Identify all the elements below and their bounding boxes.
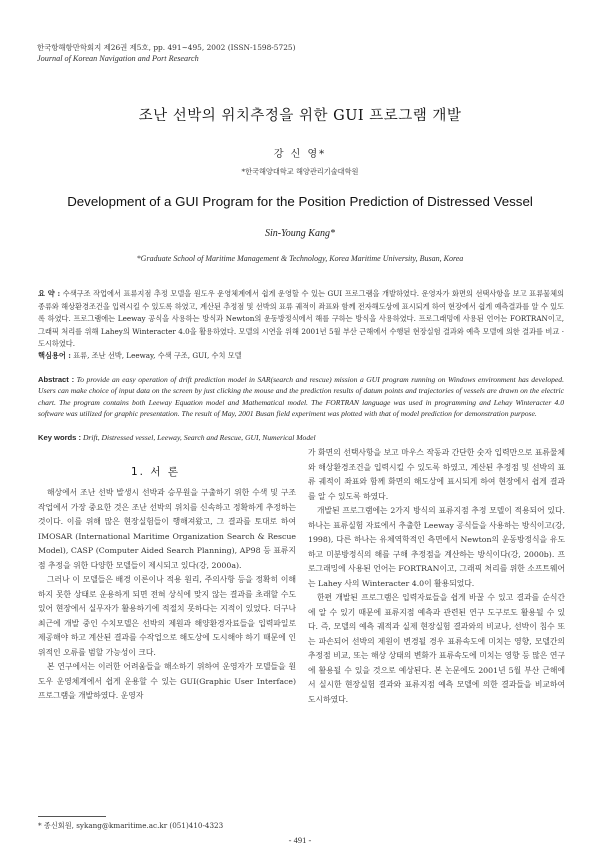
english-abstract [38, 374, 564, 419]
korean-abstract [38, 288, 564, 351]
page-number: - 491 - [288, 835, 312, 845]
journal-name: Journal of Korean Navigation and Port Research [37, 54, 199, 63]
english-keywords-label: Key words : [38, 433, 82, 442]
korean-keywords-text: 표류, 조난 선박, Leeway, 수색 구조, GUI, 수치 모델 [70, 351, 242, 360]
footnote-rule [38, 816, 106, 817]
body-paragraph: 한편 개발된 프로그램은 입력자료들을 쉽게 바꿀 수 있고 결과를 순식간에 알 수 있기 때문에 표류지점 예측과 관련된 연구 도구로도 활용될 수 있다. 즉, 모델의 예측 궤적과 실제 현장실험 결과와의 비교나, 선박이 침수 또는 파손되어 선박의 제원이 변경될 경우 표류속도에 미치는 영향, 모델간의 추정점 비교, 또는 해상 상태의 변화가 표류속도에 미치는 영향 등 많은 연구에 활용될 수 있을 것으로 예상된다. 본 논문에도 2001년 5월 부산 근해에서 실시한 현장실험 결과와 표류지점 예측 모델에 의한 결과들을 비교하여 도시하였다. [308, 593, 565, 704]
english-keywords [38, 432, 564, 443]
body-paragraph: 본 연구에서는 이러한 어려움들을 해소하기 위하여 운영자가 모델들을 원도우 운영체계에서 쉽게 운용할 수 있는 GUI(Graphic User Interface) 프로그램을 개발하였다. 운영자 [38, 662, 296, 700]
korean-abstract-text: 수색구조 작업에서 표류지점 추정 모델을 원도우 운영체계에서 쉽게 운영할 수 있는 GUI 프로그램을 개발하였다. 운영자가 화면의 선택사항을 보고 표류물체의 종류와 해상환경조건을 입력시킬 수 있도록 하였고, 계산된 추정점 및 선박의 표류 궤적이 좌표와 함께 전자해도상에 표시되게 하여 현장에서 쉽게 예측결과를 알 수 있도록 하였다. 프로그램에는 Leeway 공식을 사용하는 방식과 Newton의 운동방정식에서 해를 구하는 방식을 사용하였다. 프로그래밍에 사용된 언어는 FORTRAN이고, 그래픽 처리를 위해 Lahey의 Winteracter 4.0을 활용하였다. 모델의 시연을 위해 2001년 5월 부산 근해에서 수행된 현장실험 결과와 예측 모델에 의한 결과를 비교 · 도시하였다. [38, 289, 564, 349]
body-paragraph: 가 화면의 선택사항을 보고 마우스 작동과 간단한 숫자 입력만으로 표류물체와 해상환경조건을 입력시킬 수 있도록 하였고, 계산된 추정점 및 선박의 표류 궤적이 좌표와 함께 화면의 해도상에 표시되게 하여 현장에서 쉽게 결과를 알 수 있도록 하였다. [308, 448, 565, 501]
body-paragraph: 개발된 프로그램에는 2가지 방식의 표류지점 추정 모델이 적용되어 있다. 하나는 표류실험 자료에서 추출한 Leeway 공식들을 사용하는 방식이고(강, 1998), 다른 하나는 유체역학적인 측면에서 Newton의 운동방정식을 유도하고 미분방정식의 해를 구해 추정점을 계산하는 방식이다(강, 2000b). 프로그래밍에 사용된 언어는 FORTRAN이고, 그래픽 처리를 위한 소프트웨어는 Lahey 사의 Winteracter 4.0이 활용되었다. [308, 506, 565, 588]
body-paragraph: 해상에서 조난 선박 발생시 선박과 승무원을 구출하기 위한 수색 및 구조 작업에서 가장 중요한 것은 조난 선박의 위치를 신속하고 정확하게 추정하는 것이다. 이를 위해 많은 현장실험들이 행해져왔고, 그 결과를 토대로 하여 IMOSAR (International Maritime Organization Search & Rescue Model), CASP (Computer Aided Search Planning), AP98 등 표류지점 추정을 위한 다양한 모델들이 제시되고 있다(강, 2000a). [38, 488, 296, 570]
english-keywords-text: Drift, Distressed vessel, Leeway, Search and Rescue, GUI, Numerical Model [81, 433, 316, 442]
english-abstract-text: To provide an easy operation of drift prediction model in SAR(search and rescue) mission a GUI program running on Windows environment has developed. Users can make choice of input data on the screen by just clicking the mouse and the prediction results of datum points and trajectories of vessels are drawn on the electric chart. The program contains both Leeway Equation model and Mathematical model. The FORTRAN language was used in programming and Lehay Winteracter 4.0 software was utilized for graphic presentation. The result of May, 2001 Busan field experiment was plotted with that of model prediction for demonstration purpose. [38, 375, 564, 418]
section-heading-introduction: 1. 서 론 [131, 466, 180, 478]
citation-line: 한국항해항만학회지 제26권 제5호, pp. 491~495, 2002 (ISSN-1598-5725) [37, 43, 296, 52]
korean-keywords-label: 핵심용어 : [38, 351, 71, 360]
korean-abstract-label: 요 약 : [38, 289, 61, 298]
english-affiliation: *Graduate School of Maritime Management & Technology, Korea Maritime University, Busan, Korea [136, 254, 464, 263]
journal-header [37, 42, 296, 64]
body-column-left [38, 486, 296, 704]
korean-author: 강 신 영* [273, 149, 327, 160]
footnote: * 종신회원, sykang@kmaritime.ac.kr (051)410-4323 [38, 821, 224, 830]
korean-affiliation: *한국해양대학교 해양관리기술대학원 [241, 167, 359, 176]
body-paragraph: 그러나 이 모델들은 배경 이론이나 적용 원리, 주의사항 등을 정확히 이해하지 못한 상태로 운용하게 되면 전혀 상식에 맞지 않는 결과를 초래할 수도 있어 현장에서 실무자가 활용하기에 적절치 못하다는 지적이 있었다. 더구나 최근에 개발 중인 수치모델은 선박의 제원과 해양환경자료들을 입력파일로 제공해야 하고 계산된 결과를 수작업으로 해도상에 도시해야 하기 때문에 인위적인 오류를 범할 가능성이 크다. [38, 575, 296, 657]
english-abstract-label: Abstract : [38, 375, 75, 384]
body-column-right [308, 446, 565, 707]
korean-keywords [38, 350, 564, 363]
english-author: Sin-Young Kang* [265, 228, 335, 239]
korean-title: 조난 선박의 위치추정을 위한 GUI 프로그램 개발 [138, 108, 462, 124]
english-title: Development of a GUI Program for the Position Prediction of Distressed Vessel [67, 194, 533, 209]
